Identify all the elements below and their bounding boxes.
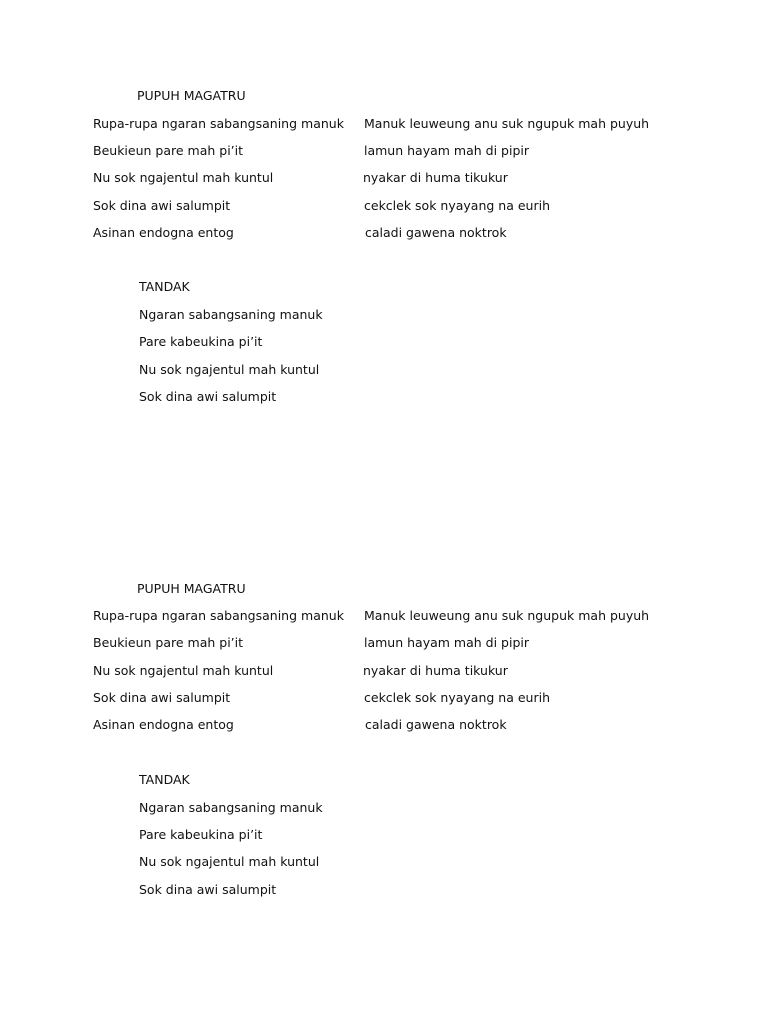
verse-right-line: cekclek sok nyayang na eurih (364, 690, 550, 705)
tandak-line: Nu sok ngajentul mah kuntul (139, 854, 320, 869)
verse-row (0, 635, 768, 653)
verse-row (0, 717, 768, 735)
verse-left-line: Nu sok ngajentul mah kuntul (93, 170, 274, 185)
verse-row (0, 608, 768, 626)
tandak-line: Sok dina awi salumpit (139, 389, 277, 404)
verse-row (0, 143, 768, 161)
tandak-title: TANDAK (139, 279, 190, 294)
tandak-line: Ngaran sabangsaning manuk (139, 307, 323, 322)
verse-row (0, 116, 768, 134)
verse-right-line: nyakar di huma tikukur (363, 663, 508, 678)
verse-row (0, 663, 768, 681)
verse-row (0, 170, 768, 188)
verse-right-line: cekclek sok nyayang na eurih (364, 198, 550, 213)
tandak-line: Nu sok ngajentul mah kuntul (139, 362, 320, 377)
poem-title: PUPUH MAGATRU (137, 88, 246, 103)
verse-row (0, 690, 768, 708)
verse-left-line: Beukieun pare mah pi’it (93, 635, 244, 650)
verse-right-line: Manuk leuweung anu suk ngupuk mah puyuh (364, 608, 650, 623)
verse-right-line: nyakar di huma tikukur (363, 170, 508, 185)
verse-left-line: Asinan endogna entog (93, 225, 234, 240)
verse-right-line: caladi gawena noktrok (365, 225, 507, 240)
tandak-line: Ngaran sabangsaning manuk (139, 800, 323, 815)
verse-right-line: lamun hayam mah di pipir (364, 635, 529, 650)
verse-row (0, 198, 768, 216)
verse-left-line: Beukieun pare mah pi’it (93, 143, 244, 158)
poem-title: PUPUH MAGATRU (137, 581, 246, 596)
verse-left-line: Rupa-rupa ngaran sabangsaning manuk (93, 608, 344, 623)
verse-right-line: caladi gawena noktrok (365, 717, 507, 732)
verse-right-line: lamun hayam mah di pipir (364, 143, 529, 158)
tandak-line: Pare kabeukina pi’it (139, 334, 263, 349)
verse-row (0, 225, 768, 243)
verse-left-line: Sok dina awi salumpit (93, 198, 231, 213)
tandak-line: Pare kabeukina pi’it (139, 827, 263, 842)
verse-right-line: Manuk leuweung anu suk ngupuk mah puyuh (364, 116, 650, 131)
verse-left-line: Rupa-rupa ngaran sabangsaning manuk (93, 116, 344, 131)
verse-left-line: Nu sok ngajentul mah kuntul (93, 663, 274, 678)
tandak-title: TANDAK (139, 772, 190, 787)
tandak-line: Sok dina awi salumpit (139, 882, 277, 897)
verse-left-line: Sok dina awi salumpit (93, 690, 231, 705)
verse-left-line: Asinan endogna entog (93, 717, 234, 732)
